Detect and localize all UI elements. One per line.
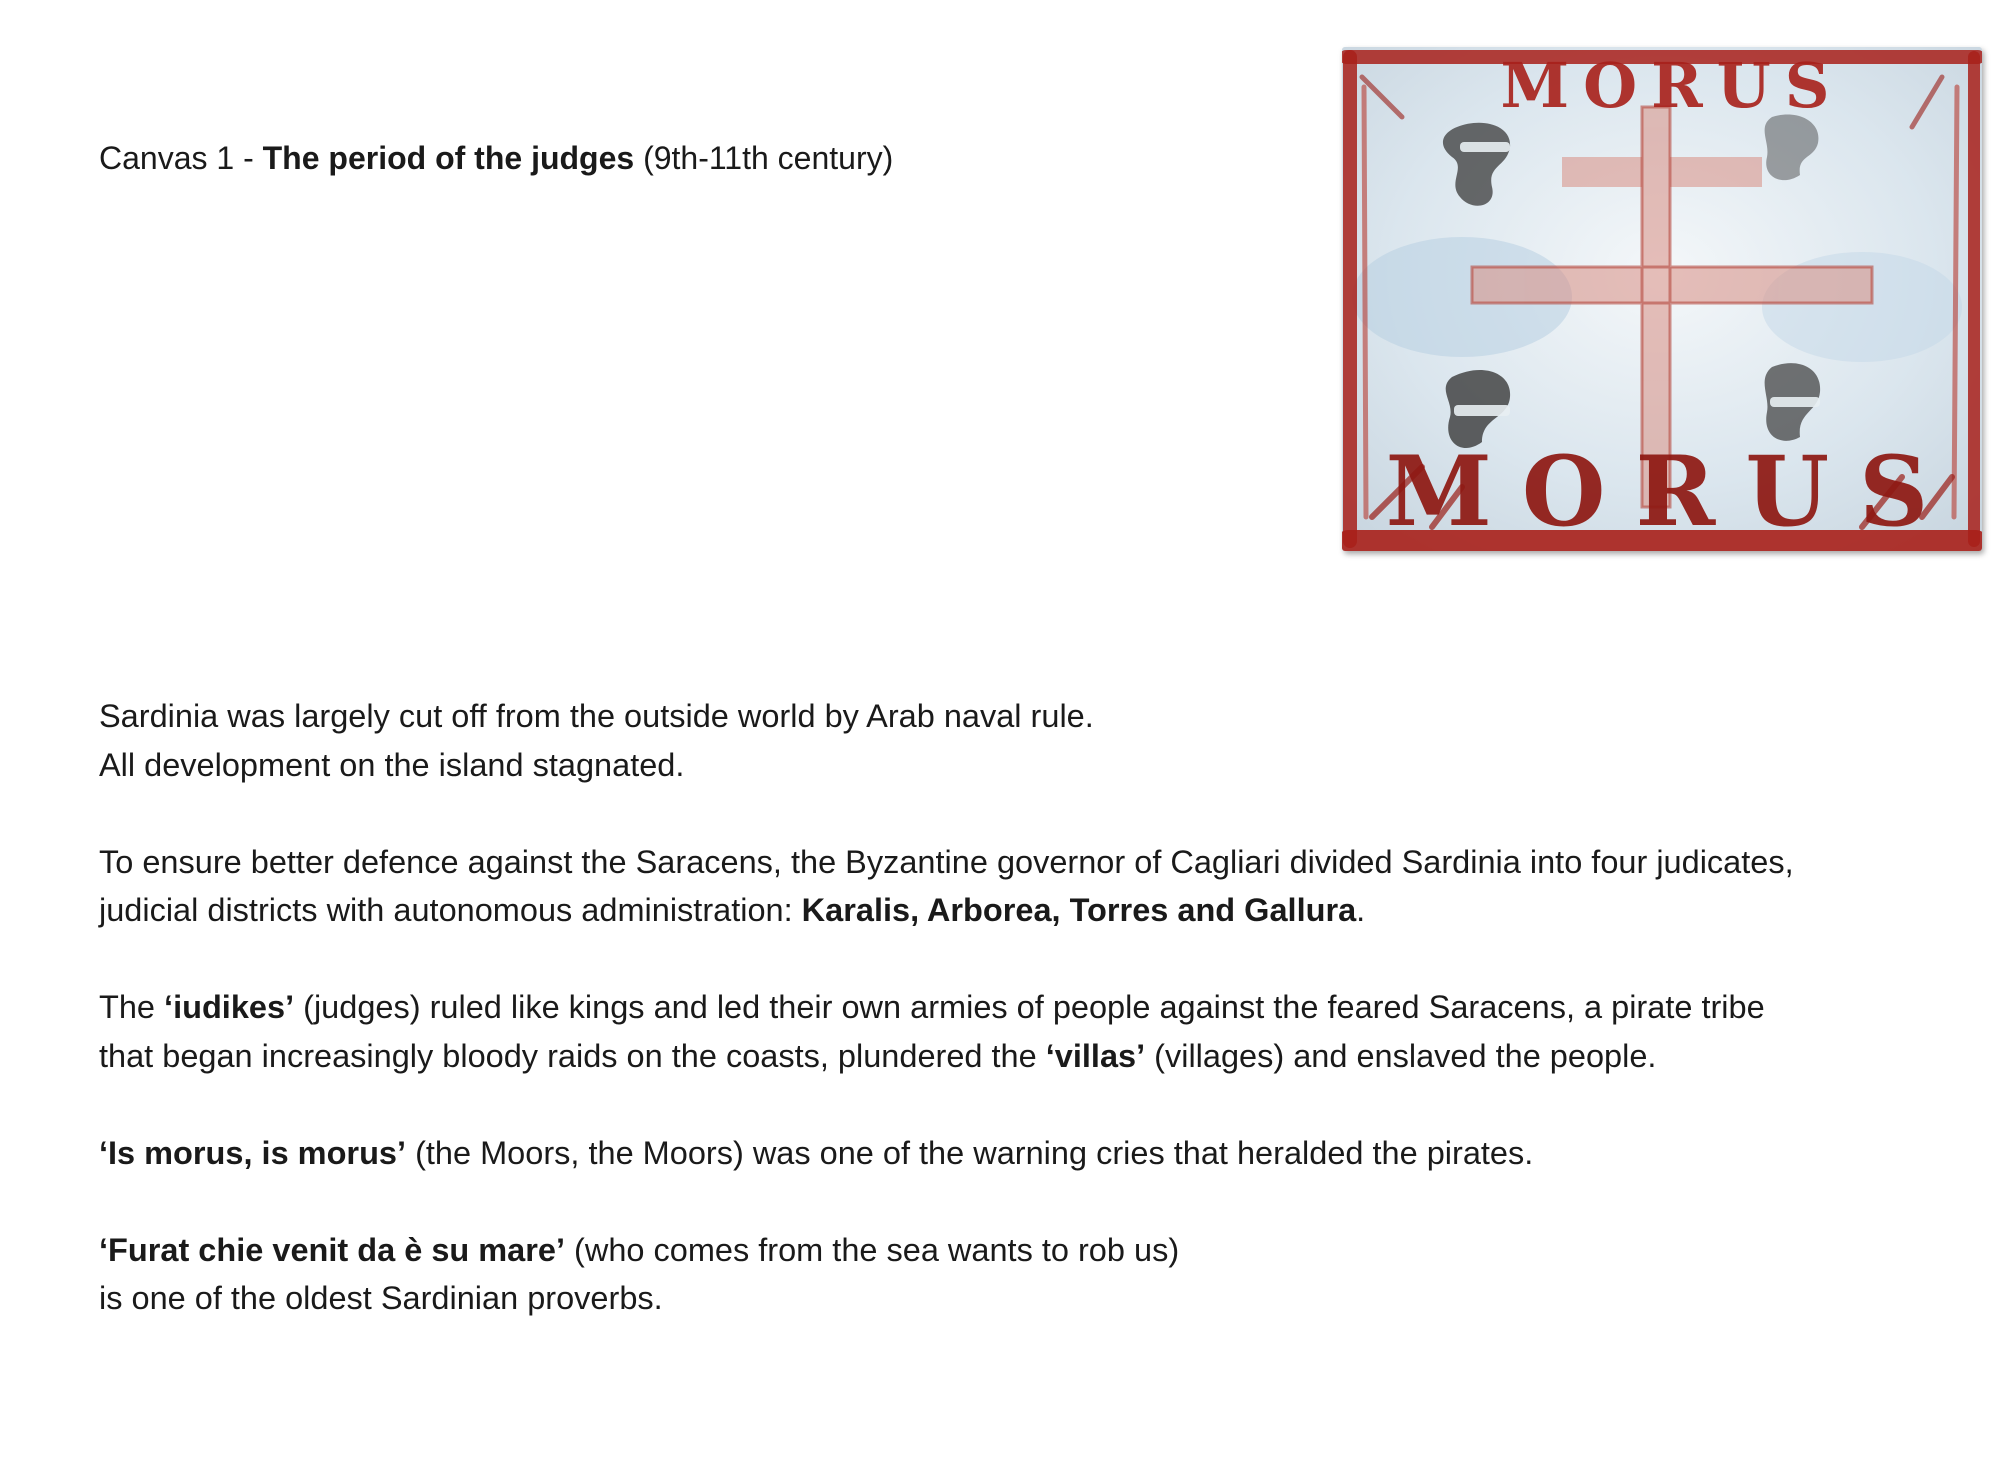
paragraph-judicates [99, 838, 1979, 935]
text-span: (villages) and enslaved the people. [1145, 1037, 1657, 1074]
text-line: All development on the island stagnated. [99, 746, 685, 783]
paragraph-arab-rule [99, 692, 1979, 789]
painting-lettering-top: MORUS [1500, 49, 1844, 122]
term-proverb: ‘Furat chie venit da è su mare’ [99, 1231, 565, 1268]
text-line [99, 1129, 1979, 1178]
painting-canvas [1342, 47, 1982, 551]
text-span: The [99, 989, 165, 1025]
paragraph-iudikes [99, 983, 1979, 1080]
text-span: (the Moors, the Moors) was one of the warning cries that heralded the pirates. [406, 1134, 1534, 1171]
text-line [99, 886, 1979, 935]
painting-image [1342, 47, 1982, 551]
title-suffix: (9th-11th century) [634, 140, 894, 176]
text-line [99, 983, 1979, 1032]
page-title [99, 136, 893, 180]
title-prefix: Canvas 1 - [99, 140, 263, 176]
judicates-names: Karalis, Arborea, Torres and Gallura [801, 892, 1357, 928]
text-span: judicial districts with autonomous administration: [99, 892, 802, 928]
body-text [99, 692, 1979, 1371]
text-line: To ensure better defence against the Saracens, the Byzantine governor of Cagliari divided Sardinia into four judicates, [99, 843, 1794, 880]
text-span: that began increasingly bloody raids on the coasts, plundered the [99, 1037, 1046, 1074]
text-line: Sardinia was largely cut off from the outside world by Arab naval rule. [99, 698, 1094, 734]
text-line [99, 1032, 1979, 1081]
term-villas: ‘villas’ [1045, 1037, 1146, 1074]
text-span: . [1356, 892, 1366, 928]
term-is-morus: ‘Is morus, is morus’ [99, 1134, 407, 1171]
term-iudikes: ‘iudikes’ [164, 989, 295, 1025]
title-bold: The period of the judges [262, 140, 635, 176]
paragraph-proverb [99, 1226, 1979, 1323]
text-span: (who comes from the sea wants to rob us) [565, 1231, 1180, 1268]
text-line: is one of the oldest Sardinian proverbs. [99, 1280, 663, 1316]
painting-lettering-bottom: MORUS [1385, 435, 1959, 548]
paragraph-warning-cry [99, 1129, 1979, 1178]
text-line [99, 1226, 1979, 1275]
text-span: (judges) ruled like kings and led their own armies of people against the feared Saracens, a pirate tribe [294, 989, 1765, 1025]
